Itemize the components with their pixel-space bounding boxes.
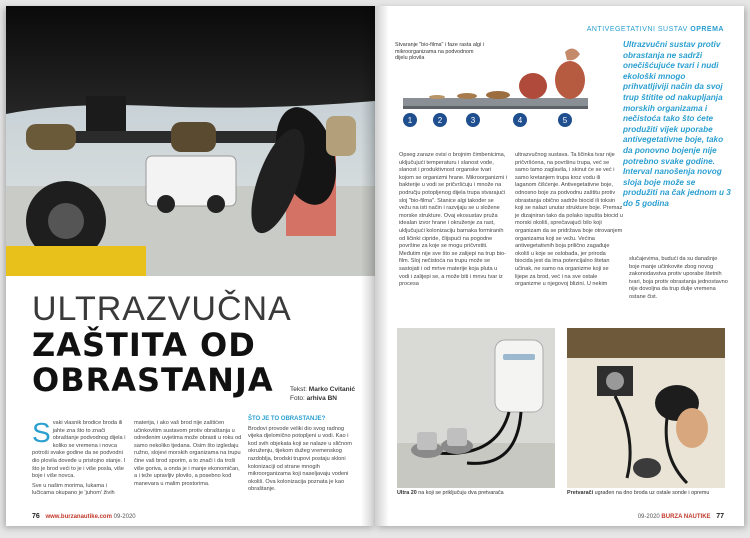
ultra20-photo [397,328,555,488]
photo-author: arhiva BN [306,394,337,402]
right-col2-body: ultrazvučnog sustava. Ta ličinka tvar nije pričvršćena, na površinu trupa, već se samo tamo zaglavila, i skinut će se već i samo kretanjem trupa kroz vodu ili laganom čišćenje. Antivegetativne boje, odnosno boje za podvodnu zaštitu protiv obrastanja obično sadrže biocid ili toksin koji se nalazi unutar strukture boje. Premaz je dizajniran tako da polako ispušta biocid u morski okoliš, sprečavajući bilo koji organizam da se pridržava boje otrovanjem organizama koji se vežu. Većina antivegetativnih boja prilično zagađuje okoliš u koje se oslobađa, jer priroda biocida jest da ima potencijalno štetan učinak, ne samo na organizme koji se lijepe za brod, već i na sve ostale organizme u njegovoj blizini. U nekim [515,152,623,288]
left-page-number: 76 [32,513,40,520]
stage-2-label: 2 [437,116,443,125]
ultra20-caption-bold: Ultra 20 [397,490,417,496]
pull-quote: Ultrazvučni sustav protiv obrastanja ne sadrži onečišćujuće tvari i nudi ekološki mnogo prihvatljiviji način da svoj trup štitite od nakupljanja morskih organizama i nečistoća tako što ćete produžiti vijek uporabe antivegetativne boje, tako da ponovno bojenje nije potrebno svake godine. Interval nanošenja novog sloja boje može se produžiti na čak jednom u 3 do 5 godina [623,40,731,208]
left-footer [32,513,136,520]
text-credit-label: Tekst: [290,386,307,393]
section-tag-bold: OPREMA [690,26,724,33]
right-page [375,6,744,526]
title-bold-line2: OBRASTANJA [32,361,274,400]
right-col3-body: slučajevima, budući da su današnje boje manje učinkovite zbog novog zakonodavstva protiv uporabe štetnih tvari, boja protiv obrastanja jednostavno nije dovoljna da trup dulje vremena ostane čist. [629,256,728,300]
right-footer [638,513,724,520]
left-page [6,6,375,526]
ultra20-caption [397,490,504,496]
section-tag-light: ANTIVEGETATIVNI SUSTAV [586,26,688,33]
title-bold [32,328,274,398]
stage-1-label: 1 [407,116,413,125]
right-footer-url: BURZA NAUTIKE [661,514,711,520]
article-credits [290,386,355,404]
transducers-photo [567,328,725,488]
col3-heading: ŠTO JE TO OBRASTANJE? [248,416,326,422]
left-column-1 [32,417,128,498]
magazine-spread [6,6,744,526]
title-light: ULTRAZVUČNA [32,290,292,328]
text-author: Marko Cvitanić [308,386,356,393]
left-footer-url: www.burzanautike.com [45,514,112,520]
right-col1-body: Opseg zaraze ovisi o brojnim čimbenicima, uključujući temperaturu i slanost vode, slanost i produktivnost organske tvari kojom se organizmi hrane. Mikroorganizmi i bakterije u vodi se pričvršćuju i množe na području potopljenog dijela trupa stvarajući sloj "bio-filma". Stanice algi također se vežu na isti način i razvijaju se u složene morske strukture. Ovaj ekosustav pruža idealan izvor hrane i okruženje za rast, uključujući kolonizaciju barnaka formiranih od ličinki cipride, člijspući na pogodne površine za koje se mogu pričvrstiti. Međutim nije sve što se zalijepi na trup bio-film. Sloj nečistoća na trupu može se sastojati i od mrtve materije koja pluta u vodi i zalijepi se, a može biti i mnvu tvar iz procesa [399,152,507,288]
right-footer-date: 09-2020 [637,514,660,520]
stage-4-label: 4 [517,116,523,125]
stage-3-label: 3 [470,116,476,125]
stage-5-label: 5 [562,116,568,125]
propeller-photo [6,6,375,276]
col1-body2: Sve u našim morima, lukama i lučicama okupano je 'juhom' živih [32,482,115,497]
title-bold-line1: ZAŠTITA OD [32,326,256,364]
dropcap: S [32,417,51,448]
transducers-caption-text: ugrađen na dno broda uz ostale sonde i opremu [594,490,710,496]
col2-body: materija, i ako vaš brod nije zaštićen učinkovitim sustavom protiv obraštanja u određenim uvjetima može obrasti u roku od samo nekoliko tjedana. Osim što izgledaju ružno, slojevi morskih organizama na trupu čine vaš brod sporim, a to znači i da troši više goriva, a onda je i manje ekonomičan, a i teže upravljiv plovilo, a posebno kod manevara u malim prostorima. [134,420,242,487]
left-column-3 [248,416,356,494]
right-column-2 [515,152,623,289]
transducers-caption-bold: Pretvarači [567,490,594,496]
left-column-2 [134,420,242,488]
col3-body: Brodovi provode veliki dio svog radnog vijeka djelomično potopljeni u vodi. Kao i kod svih objekata koji se nalaze u sličnom okruženju, tijekom dužeg vremenskog razdoblja, brodski trupovi postaju skloni kolonizaciji od strane mnogih mikroorganizama koji naseljavaju vodeni okoliš. Ova kolonizacija poznata je kao obraštanje. [248,425,352,493]
photo-credit-label: Foto: [290,394,305,402]
transducers-caption [567,490,709,496]
ultra20-caption-text: na koji se priključuju dva pretvarača [418,490,504,496]
right-page-number: 77 [716,513,724,520]
col1-body: vaki vlasnik brodice broda ili jahte zna što to znači obraštanje podvodnog dijela i koliko se vremena i novca potroši svake godine da se podvodni dio plovila doveđe u pristojno stanje. I što je brod veći to je i više posla, više boje i više novca. [32,420,126,480]
diagram-caption: Stvaranje "bio-filma" i faze rasta algi i mikroorganizama na podvodnom dijelu plovila [395,42,484,62]
right-column-3 [629,256,729,302]
stage-markers [403,113,572,127]
right-column-1 [399,152,507,289]
left-footer-date: 09-2020 [113,514,136,520]
section-tag [587,26,724,33]
